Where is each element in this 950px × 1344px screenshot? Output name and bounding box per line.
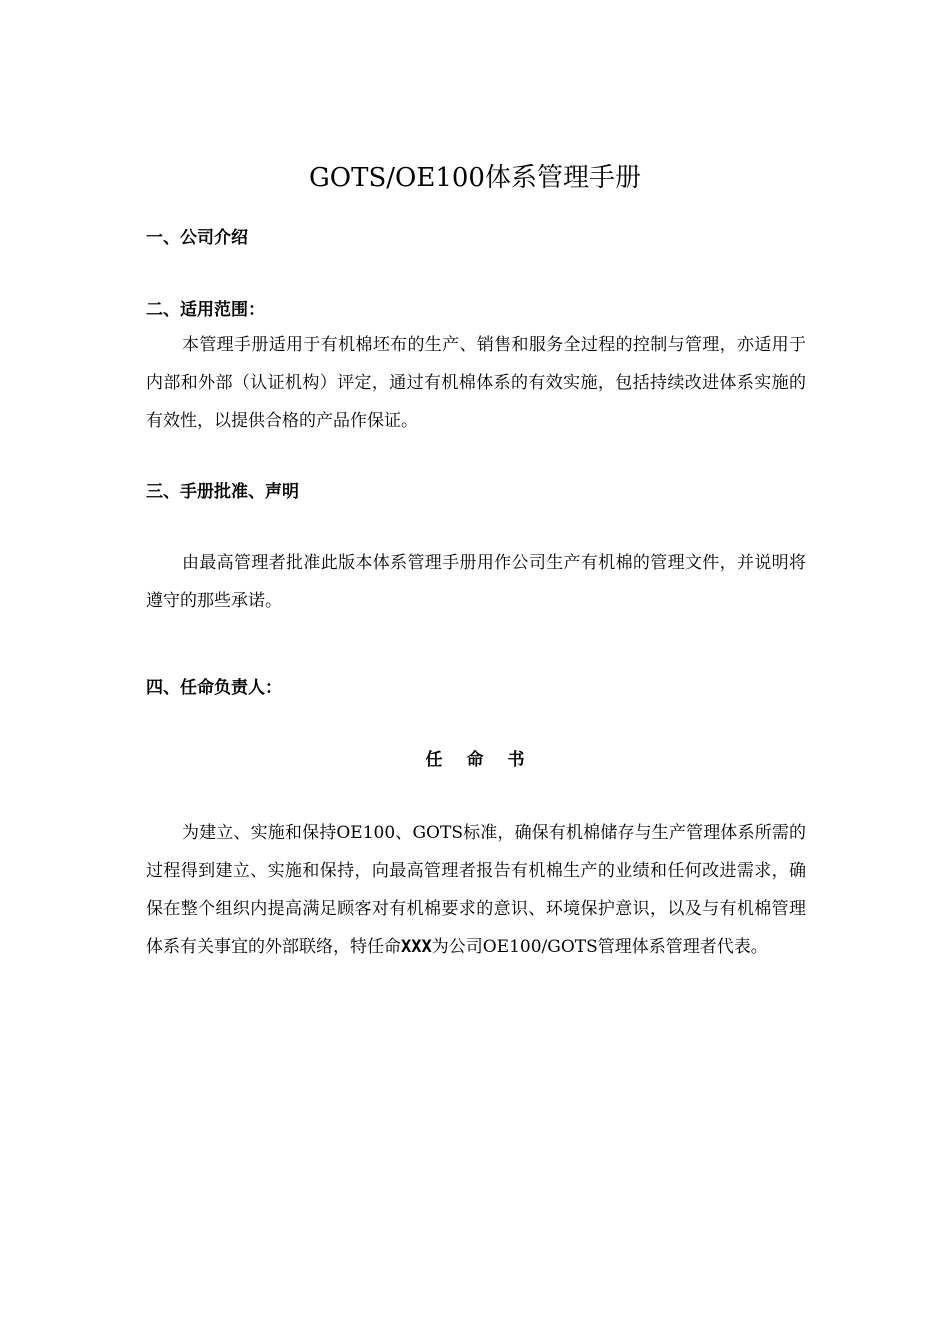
section-paragraph-scope: 本管理手册适用于有机棉坯布的生产、销售和服务全过程的控制与管理，亦适用于内部和外部（认证机构）评定，通过有机棉体系的有效实施，包括持续改进体系实施的有效性，以提供合格的产品作保证。 bbox=[146, 335, 806, 431]
section-heading-scope: 二、适用范围： bbox=[146, 300, 265, 320]
section-heading-company-intro: 一、公司介绍 bbox=[146, 228, 248, 248]
section-heading-appointment: 四、任命负责人： bbox=[146, 678, 282, 698]
appointee-name: XXX bbox=[401, 937, 432, 957]
appointment-text-after: 为公司OE100/GOTS管理体系管理者代表。 bbox=[431, 937, 768, 957]
appointment-text-before: 为建立、实施和保持OE100、GOTS标准，确保有机棉储存与生产管理体系所需的过程得到建立、实施和保持，向最高管理者报告有机棉生产的业绩和任何改进需求，确保在整个组织内提高满足顾客对有机棉要求的意识、环境保护意识，以及与有机棉管理体系有关事宜的外部联络，特任命 bbox=[146, 823, 806, 957]
appointment-letter-title: 任命书 bbox=[425, 750, 549, 770]
section-paragraph-approval: 由最高管理者批准此版本体系管理手册用作公司生产有机棉的管理文件，并说明将遵守的那些承诺。 bbox=[146, 553, 806, 611]
section-heading-approval: 三、手册批准、声明 bbox=[146, 482, 299, 502]
appointment-letter-paragraph bbox=[146, 814, 806, 966]
document-title: GOTS/OE100体系管理手册 bbox=[309, 163, 641, 193]
